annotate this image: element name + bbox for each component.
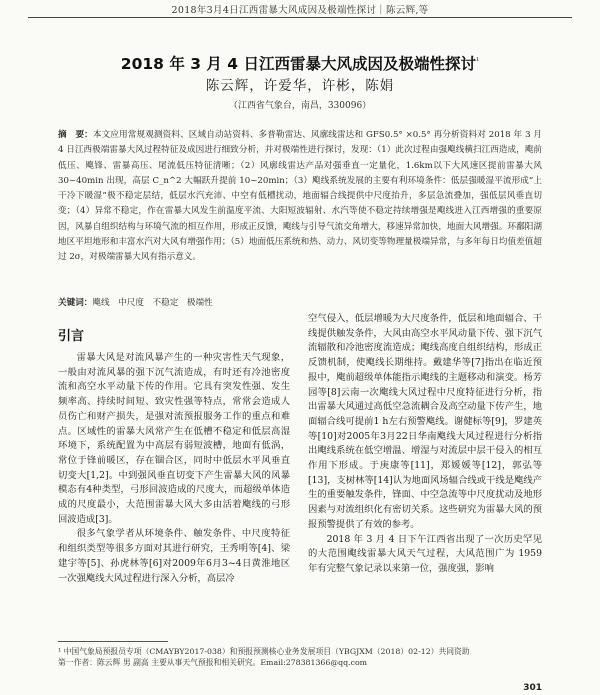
keywords xyxy=(58,296,542,308)
paper-title-text: 2018 年 3 月 4 日江西雷暴大风成因及极端性探讨 xyxy=(120,55,476,73)
section-heading-intro: 引言 xyxy=(58,329,85,344)
footnote-funding: ¹ 中国气象局预报员专项（CMAYBY2017-038）和预报预测核心业务发展项目（YBGJXM（2018）02-12）共同资助 xyxy=(58,647,470,656)
affiliation: （江西省气象台，南昌，330096） xyxy=(228,101,372,111)
abstract-label: 摘 要： xyxy=(58,130,93,140)
page-number: 301 xyxy=(523,683,542,693)
body-paragraph: 很多气象学者从环境条件、触发条件、中尺度特征和组织类型等很多方面对其进行研究，王秀明等[4]、梁建宇等[5]、孙虎林等[6]对2009年6月3~4日黄淮地区一次强飑线大风过程进行深入分析，高层冷 xyxy=(58,528,290,584)
body-paragraph: 雷暴大风是对流风暴产生的一种灾害性天气现象，一般由对流风暴的强下沉气流造成，有时还有冷池密度流和高空水平动量下传的作用。它具有突发性强、发生频率高、持续时间短、致灾性强等特点，常常会造成人员伤亡和财产损失，是强对流预报服务工作的重点和难点。区域性的雷暴大风常产生在低槽不稳定和低层高湿环境下，系统配置为中高层有弱短波槽，地面有低涡，常位于锋前暖区，存在锢合区，同时中低层水平风垂直切变大[1,2]。中到强风垂直切变下产生雷暴大风的风暴模态有4种类型，弓形回波造成的尺度大，而超级单体造成的尺度最小，大范围雷暴大风大多由活着飑线的弓形回波造成[3]。 xyxy=(58,352,290,525)
abstract xyxy=(58,128,542,266)
footnote-author: 第一作者：陈云辉 男 副高 主要从事天气预报和相关研究。Email:278381366@qq.com xyxy=(58,658,368,667)
authors: 陈云辉，许爱华，许彬，陈娟 xyxy=(205,78,395,94)
body-paragraph: 空气侵入，低层增暖为大尺度条件，低层和地面辐合、干线提供触发条件，大风由高空水平风动量下传、强下沉气流辐散和冷池密度流造成；飑线高度自组织结构，形成正反馈机制，使飑线长期维持。戴建华等[7]指出在临近预报中，飑前超级单体能指示飑线的主题移动和演变。杨芳园等[8]云南一次飑线大风过程中尺度特征进行分析，指出雷暴大风通过高低空急流耦合及高空动量下传产生，地面辐合线可提前1 h左右预警飑线。谢健标等[9]，罗建英等[10]对2005年3月22日华南飑线大风过程进行分析指出飑线系统在低空增温、增湿与对流层中层干侵入的相互作用下形成。于庚康等[11]，郑媛媛等[12]，郭弘等[13]，支树林等[14]认为地面风场辐合线或干线是飑线产生的重要触发条件，锋面、中空急流等中尺度扰动及地形因素与对流组织化有密切关系。这些研究为雷暴大风的预报预警提供了有效的参考。 xyxy=(308,313,542,530)
keywords-text: 飑线 中尺度 不稳定 极端性 xyxy=(92,298,213,308)
header-rule xyxy=(28,17,572,18)
footnote-rule xyxy=(58,641,168,642)
body-paragraph: 2018 年 3 月 4 日下午江西省出现了一次历史罕见的大范围飑线雷暴大风天气过程，大风范围广为 1959 年有完整气象记录以来第一位，强度强，影响 xyxy=(308,533,542,574)
footnote xyxy=(58,646,542,668)
title-footnote-mark: ¹ xyxy=(475,55,480,65)
abstract-text: 本文应用常规观测资料、区域自动站资料、多普勒雷达、风廓线雷达和 GFS0.5° ×0.5° 再分析资料对 2018 年 3 月 4 日江西极端雷暴大风过程特征及成因进行细致分析，并对极端性进行探讨，发现：（1）此次过程由强飑线横扫江西造成，飑前低压、飑锋、雷暴高压、尾流低压特征清晰；（2）风廓线雷达产品对强垂直一定量化，1.6km以下大风速区提前雷暴大风 30~40min 出现，高层 C_n^2 大幅跃升提前 10~20min；（3）飑线系统发展的主要有利环境条件：低层强暖湿平流形成“上干冷下暖湿”极不稳定层结，低层水汽充沛、中空有低槽扰动，地面辐合线提供中尺度抬升，多层急流叠加，强低层风垂直切变；（4）异常不稳定，作在雷暴大风发生前温度平流、大阳短波辐射、水汽等使不稳定持续增强是飑线进入江西增强的重要原因，风暴自组织结构与环境气流的相互作用，形成正反馈，飑线与引导气流交角增大，移速异常加快，地面大风增强。环鄱阳湖地区平坦地形和丰富水汽对大风有增强作用；（5）地面低压系统和热、动力、风切变等物理量极端异常，与多年每日均值差值超过 2σ，对极端雷暴大风有指示意义。 xyxy=(58,130,542,263)
running-head: 2018年3月4日江西雷暴大风成因及极端性探讨｜陈云辉,等 xyxy=(171,5,429,16)
right-column xyxy=(308,312,542,577)
keywords-label: 关键词： xyxy=(58,298,93,308)
paper-title xyxy=(0,52,600,74)
left-column xyxy=(58,351,290,586)
